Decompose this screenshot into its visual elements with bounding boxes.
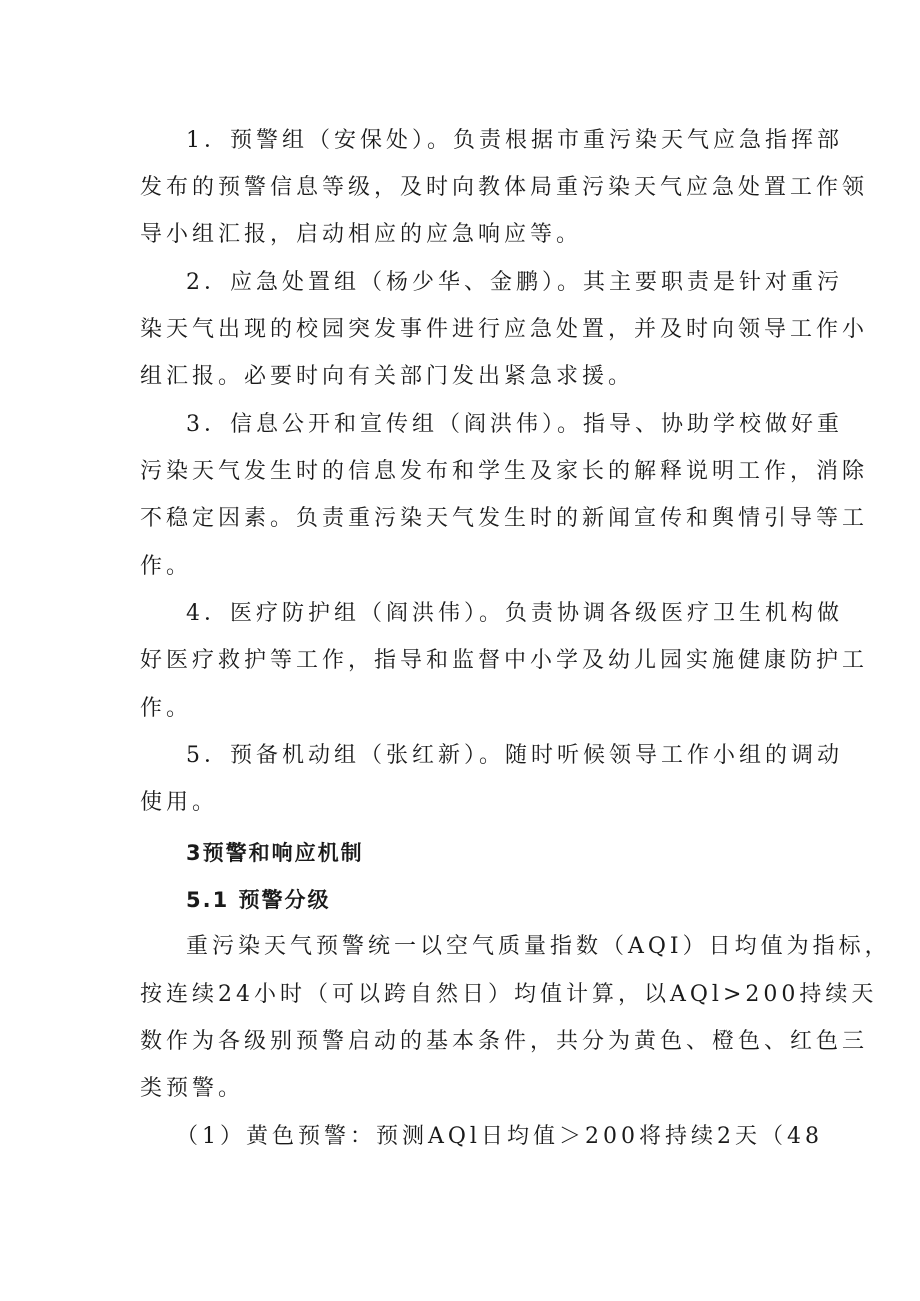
paragraph-3-line-4: 作。	[140, 554, 193, 579]
paragraph-1-line-2: 发布的预警信息等级，及时向教体局重污染天气应急处置工作领	[140, 175, 869, 200]
paragraph-4-line-2: 好医疗救护等工作，指导和监督中小学及幼儿园实施健康防护工	[140, 648, 869, 673]
paragraph-4-line-3: 作。	[140, 696, 193, 721]
paragraph-2-line-1: 2．应急处置组（杨少华、金鹏）。其主要职责是针对重污	[186, 270, 843, 295]
paragraph-3-line-3: 不稳定因素。负责重污染天气发生时的新闻宣传和舆情引导等工	[140, 506, 869, 531]
paragraph-1-line-3: 导小组汇报，启动相应的应急响应等。	[140, 222, 583, 247]
paragraph-3-line-2: 污染天气发生时的信息发布和学生及家长的解释说明工作，消除	[140, 459, 869, 484]
subsection-heading: 5.1 预警分级	[186, 888, 331, 912]
paragraph-3-line-1: 3．信息公开和宣传组（阎洪伟）。指导、协助学校做好重	[186, 412, 843, 437]
paragraph-4-line-1: 4．医疗防护组（阎洪伟）。负责协调各级医疗卫生机构做	[186, 601, 843, 626]
paragraph-2-line-3: 组汇报。必要时向有关部门发出紧急求援。	[140, 364, 635, 389]
paragraph-1-line-1: 1．预警组（安保处）。负责根据市重污染天气应急指挥部	[186, 128, 843, 153]
paragraph-5-line-2: 使用。	[140, 790, 219, 815]
section-heading: 3预警和响应机制	[186, 841, 364, 865]
paragraph-7-line-1: （1）黄色预警：预测AQl日均值＞200将持续2天（48	[176, 1124, 823, 1149]
paragraph-6-line-3: 数作为各级别预警启动的基本条件，共分为黄色、橙色、红色三	[140, 1029, 869, 1054]
paragraph-2-line-2: 染天气出现的校园突发事件进行应急处置，并及时向领导工作小	[140, 317, 869, 342]
paragraph-5-line-1: 5．预备机动组（张红新）。随时听候领导工作小组的调动	[186, 743, 843, 768]
paragraph-6-line-2: 按连续24小时（可以跨自然日）均值计算，以AQl>200持续天	[140, 982, 878, 1007]
paragraph-6-line-4: 类预警。	[140, 1076, 245, 1101]
paragraph-6-line-1: 重污染天气预警统一以空气质量指数（AQI）日均值为指标，	[186, 934, 891, 959]
